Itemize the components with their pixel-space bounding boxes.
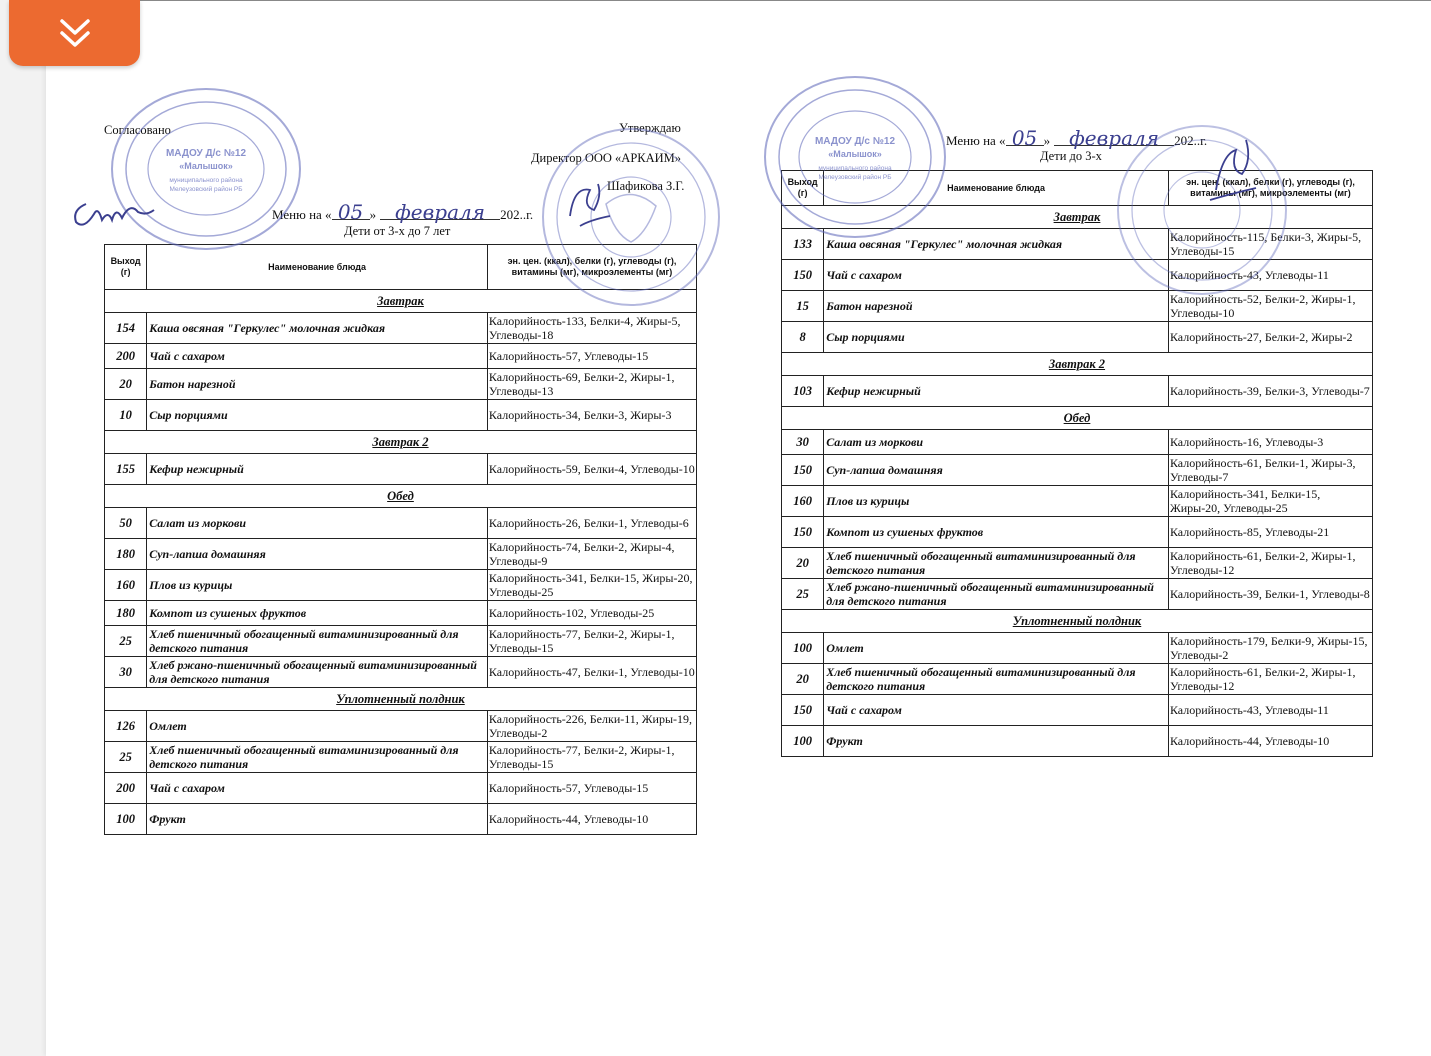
nutrition-cell: Калорийность-102, Углеводы-25 (487, 601, 696, 626)
title-month: февраля (380, 205, 500, 220)
page2-menu-subtitle: Дети до 3-х (1040, 149, 1102, 163)
dish-cell: Каша овсяная "Геркулес" молочная жидкая (147, 313, 488, 344)
nutrition-cell: Калорийность-85, Углеводы-21 (1168, 517, 1372, 548)
section-row (105, 290, 697, 313)
table-row (105, 344, 697, 369)
yield-cell: 160 (105, 570, 147, 601)
dish-cell: Фрукт (824, 726, 1169, 757)
table-row (782, 517, 1373, 548)
table-row (105, 454, 697, 485)
yield-cell: 25 (105, 742, 147, 773)
yield-cell: 160 (782, 486, 824, 517)
table-row (782, 430, 1373, 455)
yield-cell: 103 (782, 376, 824, 407)
yield-cell: 150 (782, 517, 824, 548)
yield-cell: 20 (782, 664, 824, 695)
director-name: Шафикова З.Г. (607, 179, 685, 193)
page1-menu-table (104, 244, 697, 835)
table-row (105, 657, 697, 688)
title-mid: » (369, 207, 377, 222)
dish-cell: Хлеб ржано-пшеничный обогащенный витаминизированный для детского питания (147, 657, 488, 688)
dish-cell: Хлеб пшеничный обогащенный витаминизированный для детского питания (824, 548, 1169, 579)
table-row (105, 804, 697, 835)
nutrition-cell: Калорийность-341, Белки-15, Жиры-20, Углеводы-25 (487, 570, 696, 601)
dish-cell: Плов из курицы (824, 486, 1169, 517)
nutrition-cell: Калорийность-77, Белки-2, Жиры-1, Углеводы-15 (487, 742, 696, 773)
nutrition-cell: Калорийность-115, Белки-3, Жиры-5, Углеводы-15 (1168, 229, 1372, 260)
table-row (105, 400, 697, 431)
yield-cell: 126 (105, 711, 147, 742)
table-row (105, 773, 697, 804)
stamp-text: МАДОУ Д/с №12 (814, 136, 896, 147)
dish-cell: Каша овсяная "Геркулес" молочная жидкая (824, 229, 1169, 260)
page1-menu-title (272, 200, 534, 224)
table-row (105, 313, 697, 344)
nutrition-cell: Калорийность-39, Белки-1, Углеводы-8 (1168, 579, 1372, 610)
col-nutrition-header: эн. цен. (ккал), белки (г), углеводы (г), витамины (мг), микроэлементы (мг) (487, 245, 696, 290)
yield-cell: 154 (105, 313, 147, 344)
nutrition-cell: Калорийность-61, Белки-2, Жиры-1, Углеводы-12 (1168, 664, 1372, 695)
page2-menu-table (781, 170, 1373, 757)
nutrition-cell: Калорийность-179, Белки-9, Жиры-15, Углеводы-2 (1168, 633, 1372, 664)
col-yield-header: Выход (г) (782, 171, 824, 206)
table-row (105, 539, 697, 570)
yield-cell: 15 (782, 291, 824, 322)
table-row (782, 548, 1373, 579)
nutrition-cell: Калорийность-26, Белки-1, Углеводы-6 (487, 508, 696, 539)
title-month: февраля (1054, 131, 1174, 146)
stamp-text: муниципального района (818, 165, 892, 172)
nutrition-cell: Калорийность-39, Белки-3, Углеводы-7 (1168, 376, 1372, 407)
title-day: 05 (1006, 131, 1044, 146)
nutrition-cell: Калорийность-43, Углеводы-11 (1168, 695, 1372, 726)
section-title: Уплотненный полдник (782, 610, 1373, 633)
nutrition-cell: Калорийность-27, Белки-2, Жиры-2 (1168, 322, 1372, 353)
yield-cell: 150 (782, 260, 824, 291)
yield-cell: 20 (782, 548, 824, 579)
table-row (782, 726, 1373, 757)
table-row (105, 626, 697, 657)
yield-cell: 30 (105, 657, 147, 688)
col-nutrition-header: эн. цен. (ккал), белки (г), углеводы (г), витамины (мг), микроэлементы (мг) (1168, 171, 1372, 206)
table-row (782, 579, 1373, 610)
nutrition-cell: Калорийность-61, Белки-1, Жиры-3, Углеводы-7 (1168, 455, 1372, 486)
section-row (105, 485, 697, 508)
table-row (105, 369, 697, 400)
section-row (782, 353, 1373, 376)
dish-cell: Фрукт (147, 804, 488, 835)
dish-cell: Хлеб пшеничный обогащенный витаминизированный для детского питания (147, 742, 488, 773)
nutrition-cell: Калорийность-43, Углеводы-11 (1168, 260, 1372, 291)
dish-cell: Компот из сушеных фруктов (147, 601, 488, 626)
stamp-text: муниципального района (169, 177, 243, 184)
section-title: Завтрак (782, 206, 1373, 229)
dish-cell: Хлеб ржано-пшеничный обогащенный витаминизированный для детского питания (824, 579, 1169, 610)
page1-menu-subtitle: Дети от 3-х до 7 лет (344, 224, 451, 238)
table-row (105, 570, 697, 601)
title-suffix: 202..г. (500, 207, 534, 222)
table-row (105, 508, 697, 539)
col-yield-header: Выход (г) (105, 245, 147, 290)
yield-cell: 100 (105, 804, 147, 835)
nutrition-cell: Калорийность-47, Белки-1, Углеводы-10 (487, 657, 696, 688)
page1-table-body (105, 290, 697, 835)
title-suffix: 202..г. (1174, 133, 1208, 148)
nutrition-cell: Калорийность-16, Углеводы-3 (1168, 430, 1372, 455)
dish-cell: Кефир нежирный (147, 454, 488, 485)
table-row (105, 711, 697, 742)
title-day: 05 (332, 205, 370, 220)
dish-cell: Омлет (824, 633, 1169, 664)
yield-cell: 100 (782, 633, 824, 664)
title-prefix: Меню на « (272, 207, 332, 222)
table-row (782, 633, 1373, 664)
section-row (782, 206, 1373, 229)
dish-cell: Кефир нежирный (824, 376, 1169, 407)
dish-cell: Салат из моркови (147, 508, 488, 539)
nutrition-cell: Калорийность-59, Белки-4, Углеводы-10 (487, 454, 696, 485)
table-row (782, 260, 1373, 291)
nutrition-cell: Калорийность-77, Белки-2, Жиры-1, Углеводы-15 (487, 626, 696, 657)
section-title: Обед (105, 485, 697, 508)
page2-table-body (782, 206, 1373, 757)
nutrition-cell: Калорийность-34, Белки-3, Жиры-3 (487, 400, 696, 431)
dish-cell: Плов из курицы (147, 570, 488, 601)
dish-cell: Суп-лапша домашняя (147, 539, 488, 570)
yield-cell: 10 (105, 400, 147, 431)
table-header-row (782, 171, 1373, 206)
table-row (782, 455, 1373, 486)
dish-cell: Хлеб пшеничный обогащенный витаминизированный для детского питания (147, 626, 488, 657)
confirm-label: Утверждаю (619, 121, 681, 135)
yield-cell: 180 (105, 539, 147, 570)
table-row (782, 229, 1373, 260)
table-row (782, 376, 1373, 407)
approved-label: Согласовано (104, 123, 171, 137)
dish-cell: Чай с сахаром (824, 260, 1169, 291)
dish-cell: Сыр порциями (824, 322, 1169, 353)
nutrition-cell: Калорийность-44, Углеводы-10 (1168, 726, 1372, 757)
stamp-text: Мелеузовский район РБ (169, 186, 243, 193)
yield-cell: 155 (105, 454, 147, 485)
dish-cell: Салат из моркови (824, 430, 1169, 455)
yield-cell: 133 (782, 229, 824, 260)
section-row (105, 431, 697, 454)
table-row (782, 695, 1373, 726)
page2-menu-title (946, 126, 1208, 150)
dish-cell: Суп-лапша домашняя (824, 455, 1169, 486)
dish-cell: Хлеб пшеничный обогащенный витаминизированный для детского питания (824, 664, 1169, 695)
section-row (782, 610, 1373, 633)
dish-cell: Батон нарезной (824, 291, 1169, 322)
collapse-button[interactable] (9, 0, 140, 66)
section-title: Завтрак (105, 290, 697, 313)
nutrition-cell: Калорийность-133, Белки-4, Жиры-5, Углеводы-18 (487, 313, 696, 344)
nutrition-cell: Калорийность-57, Углеводы-15 (487, 344, 696, 369)
dish-cell: Чай с сахаром (824, 695, 1169, 726)
section-title: Завтрак 2 (782, 353, 1373, 376)
yield-cell: 20 (105, 369, 147, 400)
table-header-row (105, 245, 697, 290)
yield-cell: 25 (105, 626, 147, 657)
table-row (782, 291, 1373, 322)
yield-cell: 150 (782, 695, 824, 726)
dish-cell: Чай с сахаром (147, 344, 488, 369)
nutrition-cell: Калорийность-226, Белки-11, Жиры-19, Углеводы-2 (487, 711, 696, 742)
nutrition-cell: Калорийность-61, Белки-2, Жиры-1, Углеводы-12 (1168, 548, 1372, 579)
double-chevron-down-icon (57, 17, 93, 49)
section-row (782, 407, 1373, 430)
yield-cell: 25 (782, 579, 824, 610)
dish-cell: Батон нарезной (147, 369, 488, 400)
table-row (105, 742, 697, 773)
col-dish-header: Наименование блюда (824, 171, 1169, 206)
col-dish-header: Наименование блюда (147, 245, 488, 290)
table-row (782, 486, 1373, 517)
nutrition-cell: Калорийность-74, Белки-2, Жиры-4, Углеводы-9 (487, 539, 696, 570)
scan-edge (46, 0, 1431, 4)
dish-cell: Компот из сушеных фруктов (824, 517, 1169, 548)
table-row (782, 322, 1373, 353)
stamp-text: Мелеузовский район РБ (818, 174, 892, 181)
yield-cell: 180 (105, 601, 147, 626)
stamp-text: «Малышок» (828, 149, 882, 159)
section-row (105, 688, 697, 711)
yield-cell: 8 (782, 322, 824, 353)
dish-cell: Чай с сахаром (147, 773, 488, 804)
section-title: Обед (782, 407, 1373, 430)
dish-cell: Сыр порциями (147, 400, 488, 431)
section-title: Завтрак 2 (105, 431, 697, 454)
section-title: Уплотненный полдник (105, 688, 697, 711)
yield-cell: 30 (782, 430, 824, 455)
table-row (105, 601, 697, 626)
table-row (782, 664, 1373, 695)
nutrition-cell: Калорийность-44, Углеводы-10 (487, 804, 696, 835)
stamp-text: «Малышок» (179, 161, 233, 171)
yield-cell: 50 (105, 508, 147, 539)
yield-cell: 150 (782, 455, 824, 486)
yield-cell: 100 (782, 726, 824, 757)
yield-cell: 200 (105, 773, 147, 804)
title-mid: » (1043, 133, 1051, 148)
nutrition-cell: Калорийность-57, Углеводы-15 (487, 773, 696, 804)
title-prefix: Меню на « (946, 133, 1006, 148)
stamp-text: МАДОУ Д/с №12 (165, 148, 247, 159)
nutrition-cell: Калорийность-341, Белки-15, Жиры-20, Углеводы-25 (1168, 486, 1372, 517)
director-label: Директор ООО «АРКАИМ» (531, 151, 682, 165)
nutrition-cell: Калорийность-69, Белки-2, Жиры-1, Углеводы-13 (487, 369, 696, 400)
yield-cell: 200 (105, 344, 147, 369)
nutrition-cell: Калорийность-52, Белки-2, Жиры-1, Углеводы-10 (1168, 291, 1372, 322)
dish-cell: Омлет (147, 711, 488, 742)
